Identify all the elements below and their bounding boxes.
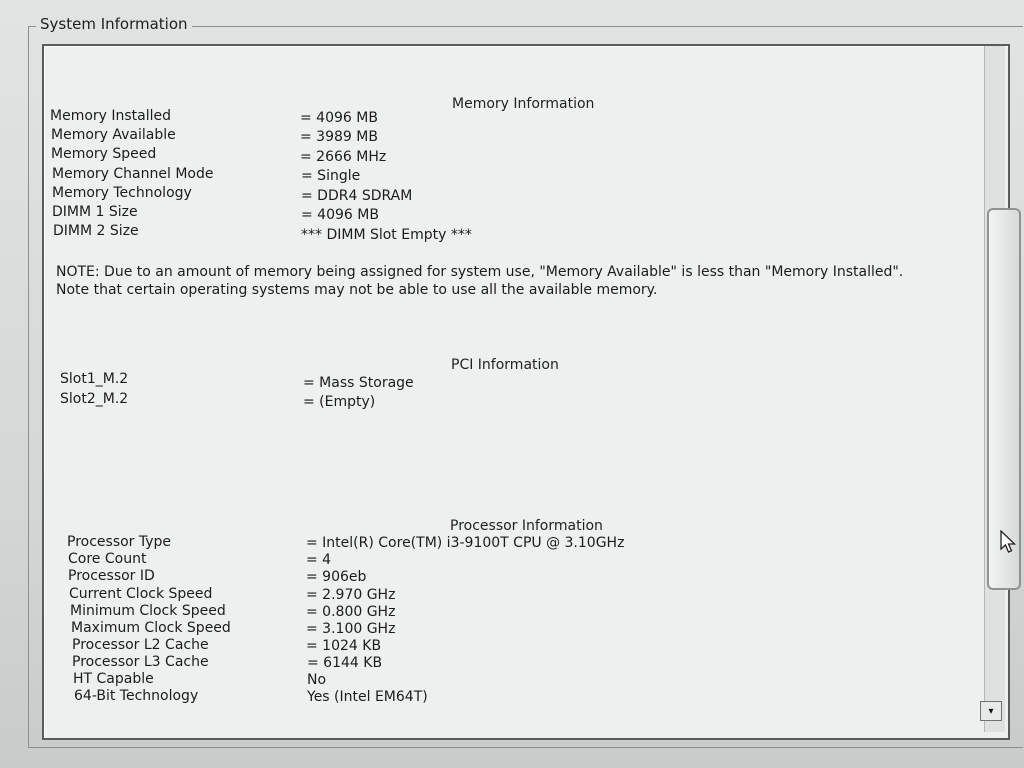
processor-row-label: Minimum Clock Speed	[70, 603, 226, 619]
memory-row-label: DIMM 1 Size	[52, 204, 138, 220]
processor-row-label: Processor L2 Cache	[72, 637, 209, 653]
scroll-down-button[interactable]	[980, 701, 1002, 721]
memory-row-value: = 2666 MHz	[300, 149, 387, 165]
pci-row-value: = (Empty)	[303, 394, 376, 410]
memory-row-label: Memory Channel Mode	[52, 166, 214, 182]
memory-row-label: Memory Technology	[52, 185, 192, 201]
pci-row-label: Slot2_M.2	[60, 391, 129, 407]
memory-row-label: DIMM 2 Size	[53, 223, 139, 239]
memory-row-value: *** DIMM Slot Empty ***	[301, 227, 472, 243]
memory-row-label: Memory Speed	[51, 146, 157, 162]
processor-row-value: = 0.800 GHz	[306, 604, 396, 620]
memory-row-value: = 3989 MB	[300, 129, 378, 145]
memory-row-value: = 4096 MB	[300, 110, 378, 126]
processor-row-label: Processor L3 Cache	[72, 654, 209, 670]
memory-section-title: Memory Information	[452, 96, 595, 112]
pci-section-title: PCI Information	[451, 357, 559, 373]
memory-row-value: = Single	[301, 168, 361, 184]
mouse-cursor-icon	[1000, 530, 1018, 554]
processor-row-value: = 2.970 GHz	[306, 587, 396, 603]
chevron-down-icon: ▾	[988, 705, 994, 717]
memory-row-value: = DDR4 SDRAM	[301, 188, 413, 204]
memory-row-label: Memory Installed	[50, 108, 172, 124]
processor-row-label: Maximum Clock Speed	[71, 620, 231, 636]
processor-row-value: = 3.100 GHz	[306, 621, 396, 637]
memory-row-value: = 4096 MB	[301, 207, 379, 223]
processor-row-label: Current Clock Speed	[69, 586, 213, 602]
processor-row-value: = 906eb	[306, 569, 367, 585]
processor-row-label: Core Count	[68, 551, 147, 567]
processor-row-label: 64-Bit Technology	[74, 688, 199, 704]
processor-row-value: = 4	[306, 552, 332, 568]
processor-section-title: Processor Information	[450, 518, 603, 534]
processor-row-label: Processor Type	[67, 534, 172, 550]
processor-row-value: = 6144 KB	[307, 655, 383, 671]
pci-row-value: = Mass Storage	[303, 375, 414, 391]
memory-note: NOTE: Due to an amount of memory being assigned for system use, "Memory Available" is less than "Memory Installed". Note that certain operating systems may not be able to use all the available memory.	[56, 264, 904, 298]
processor-row-value: No	[307, 672, 327, 688]
pci-row-label: Slot1_M.2	[60, 371, 129, 387]
processor-row-label: HT Capable	[73, 671, 154, 687]
memory-row-label: Memory Available	[51, 127, 176, 143]
group-title: System Information	[36, 15, 192, 33]
processor-row-value: = Intel(R) Core(TM) i3-9100T CPU @ 3.10GHz	[306, 535, 625, 551]
processor-row-value: Yes (Intel EM64T)	[307, 689, 428, 705]
processor-row-value: = 1024 KB	[306, 638, 382, 654]
processor-row-label: Processor ID	[68, 568, 155, 584]
